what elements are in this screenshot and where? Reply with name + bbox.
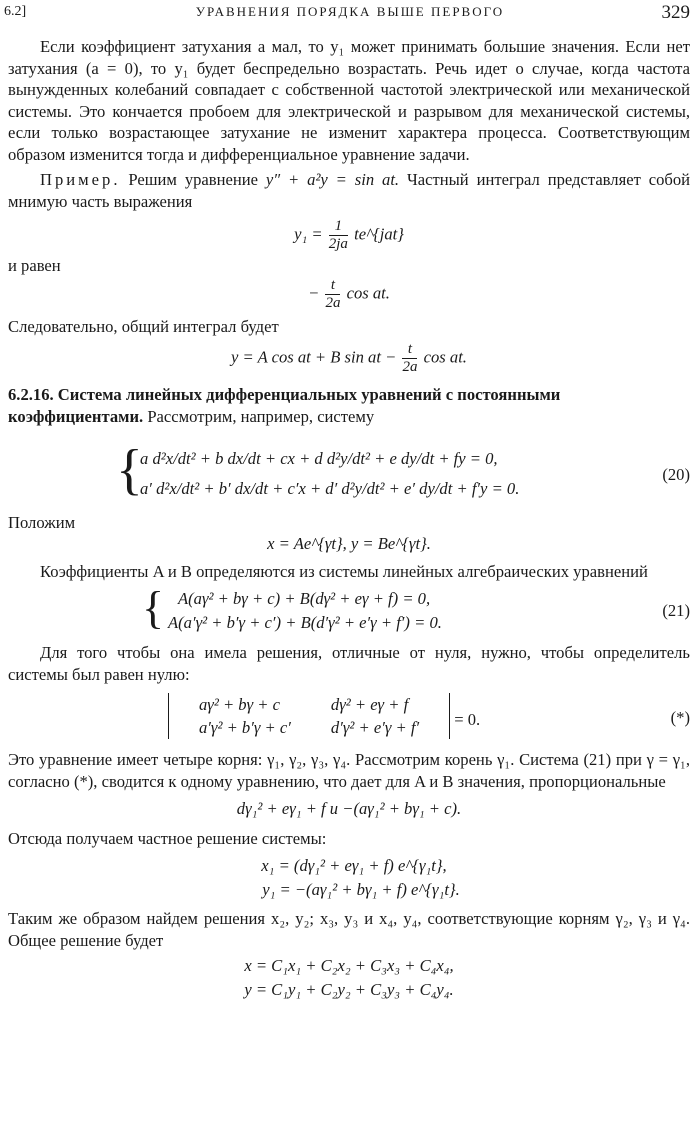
paragraph-particular-solution: Отсюда получаем частное решение системы:: [8, 828, 327, 848]
fraction: [329, 218, 348, 253]
paragraph-example: [8, 169, 690, 212]
left-brace: {: [142, 582, 165, 634]
determinant: [168, 693, 450, 739]
equation-x-general: x = C₁x₁ + C₂x₂ + C₃x₃ + C₄x₄,: [244, 956, 454, 976]
det-cell-11: aγ² + bγ + c: [199, 695, 280, 715]
equation-particular: [8, 277, 690, 312]
paragraph-general: Следовательно, общий интеграл будет: [8, 316, 279, 336]
equation-proportional: dγ₁² + eγ₁ + f и −(aγ₁² + bγ₁ + c).: [236, 799, 462, 819]
numerator: t: [402, 341, 417, 359]
equation-number-20: (20): [662, 464, 690, 484]
system-20-line-2: a′ d²x/dt² + b′ dx/dt + c′x + d′ d²y/dt² + e′ dy/dt + f′y = 0.: [140, 478, 520, 498]
example-text: Частный интеграл представляет собой мнимую часть выражения: [8, 170, 691, 211]
determinant-equation: [8, 691, 690, 747]
paragraph-roots: Это уравнение имеет четыре корня: γ₁, γ₂, γ₃, γ₄. Рассмотрим корень γ₁. Система (21) при γ = γ₁, согласно (*), сводится к одному уравнению, что дает для A и B значения, пропорциональные: [8, 750, 690, 791]
det-cell-22: d′γ² + e′γ + f′: [330, 718, 420, 738]
eq-sign: −: [308, 282, 320, 302]
page-body: [8, 36, 690, 1000]
section-intro: Рассмотрим, например, систему: [147, 406, 375, 426]
eq-rhs: te^{jat}: [354, 224, 404, 244]
det-cell-12: dγ² + eγ + f: [330, 695, 409, 715]
equation-number-21: (21): [662, 601, 690, 621]
denominator: 2a: [402, 359, 418, 375]
equation-y-general: y = C₁y₁ + C₂y₂ + C₃y₃ + C₄y₄.: [244, 979, 454, 999]
numerator: 1: [329, 218, 348, 236]
left-brace: {: [116, 438, 143, 501]
eq-rhs: cos at.: [346, 282, 390, 302]
eq-rhs: cos at.: [423, 347, 467, 367]
det-cell-21: a′γ² + b′γ + c′: [199, 718, 291, 738]
system-21-line-2: A(a′γ² + b′γ + c′) + B(d′γ² + e′γ + f′) = 0.: [168, 613, 442, 633]
ode-inline: y″ + a²y = sin at.: [265, 170, 400, 189]
system-20: [8, 438, 690, 508]
paragraph-equals: и равен: [8, 256, 61, 275]
equation-general-integral: [8, 341, 690, 376]
section-ref: 6.2]: [4, 4, 27, 19]
numerator: t: [325, 277, 340, 295]
paragraph-coefficients: Коэффициенты A и B определяются из системы линейных алгебраических уравнений: [40, 561, 648, 581]
running-header: [0, 2, 700, 24]
example-intro: Решим уравнение: [128, 170, 258, 189]
paragraph-substitute: Положим: [8, 512, 76, 532]
eq-lhs: y₁ =: [294, 224, 323, 244]
page-number: 329: [661, 2, 690, 23]
equation-substitution: x = Ae^{γt}, y = Be^{γt}.: [267, 534, 431, 554]
equation-y1-complex: [8, 218, 690, 253]
paragraph-general-solution: Таким же образом найдем решения x₂, y₂; x₃, y₃ и x₄, y₄, соответствующие корням γ₂, γ₃ и γ₄. Общее решение будет: [8, 909, 690, 950]
equation-x1: x₁ = (dγ₁² + eγ₁ + f) e^{γ₁t},: [261, 856, 447, 876]
section-number: 6.2.16.: [8, 385, 54, 404]
system-21: [8, 582, 690, 638]
equation-y1: y₁ = −(aγ₁² + bγ₁ + f) e^{γ₁t}.: [262, 879, 460, 899]
det-equals-zero: = 0.: [454, 710, 481, 730]
section-heading: Система линейных дифференциальных уравнений с постоянными коэффициентами.: [8, 385, 561, 426]
example-label: Пример.: [40, 170, 121, 189]
denominator: 2ja: [328, 236, 348, 252]
paragraph-determinant: Для того чтобы она имела решения, отличные от нуля, нужно, чтобы определитель системы был равен нулю:: [8, 643, 690, 684]
fraction: [402, 341, 417, 376]
running-title: УРАВНЕНИЯ ПОРЯДКА ВЫШЕ ПЕРВОГО: [195, 4, 505, 19]
eq-lhs: y = A cos at + B sin at −: [231, 347, 397, 367]
determinant-matrix: [179, 693, 439, 739]
equation-number-star: (*): [670, 708, 690, 728]
system-21-line-1: A(aγ² + bγ + c) + B(dγ² + eγ + f) = 0,: [178, 589, 431, 609]
denominator: 2a: [325, 294, 341, 311]
system-20-line-1: a d²x/dt² + b dx/dt + cx + d d²y/dt² + e dy/dt + fy = 0,: [140, 448, 498, 468]
fraction: [325, 277, 340, 312]
determinant-wrapper: [168, 693, 480, 745]
paragraph-damping: Если коэффициент затухания a мал, то y₁ может принимать большие значения. Если нет затухания (a = 0), то y₁ будет беспредельно возрастать. Речь идет о случае, когда частота вынужденных колебаний совпадает с собственной частотой электрической или механической системы. Это кончается пробоем для электрической и разрывом для механической системы, если только возрастающее затухание не изменит характера процесса. Соответствующим образом изменится тогда и дифференциальное уравнение задачи.: [8, 37, 690, 164]
